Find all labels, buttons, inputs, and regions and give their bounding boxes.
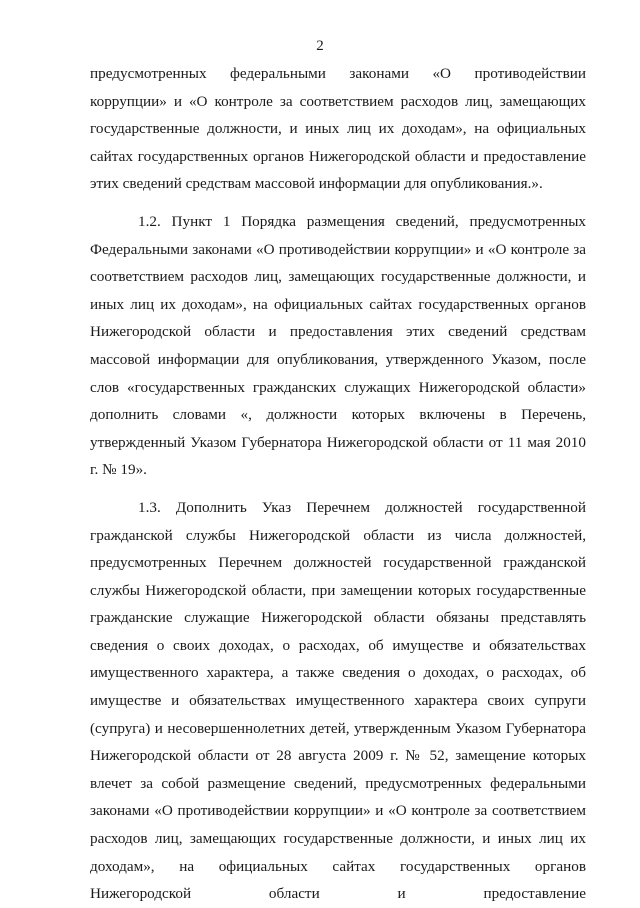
paragraph-item-1-2: 1.2. Пункт 1 Порядка размещения сведений, предусмотренных Федеральными законами «О противодействии коррупции» и «О контроле за соответствием расходов лиц, замещающих государственные должности, и иных лиц их доходам», на официальных сайтах государственных органов Нижегородской области и предоставления этих сведений средствам массовой информации для опубликования, утвержденного Указом, после слов «государственных гражданских служащих Нижегородской области» дополнить словами «, должности которых включены в Перечень, утвержденный Указом Губернатора Нижегородской области от 11 мая 2010 г. № 19». (90, 212, 586, 479)
paragraph-spacer (90, 484, 586, 494)
paragraph-continuation: предусмотренных федеральными законами «О противодействии коррупции» и «О контроле за соответствием расходов лиц, замещающих государственные должности, и иных лиц их доходам», на официальных сайтах государственных органов Нижегородской области и предоставление этих сведений средствам массовой информации для опубликования.». (90, 65, 586, 193)
paragraph-spacer (90, 198, 586, 208)
page-number: 2 (316, 38, 324, 54)
paragraph-item-1-3: 1.3. Дополнить Указ Перечнем должностей государственной гражданской службы Нижегородской области из числа должностей, предусмотренных Перечнем должностей государственной гражданской службы Нижегородской области, при замещении которых государственные гражданские служащие Нижегородской области обязаны представлять сведения о своих доходах, о расходах, об имуществе и обязательствах имущественного характера, а также сведения о доходах, о расходах, об имуществе и обязательствах имущественного характера своих супруги (супруга) и несовершеннолетних детей, утвержденным Указом Губернатора Нижегородской области от 28 августа 2009 г. № 52, замещение которых влечет за собой размещение сведений, предусмотренных федеральными законами «О противодействии коррупции» и «О контроле за соответствием расходов лиц, замещающих государственные должности, и иных лиц их доходам», на официальных сайтах государственных органов Нижегородской области и предоставление (90, 498, 586, 903)
document-body (90, 60, 586, 908)
